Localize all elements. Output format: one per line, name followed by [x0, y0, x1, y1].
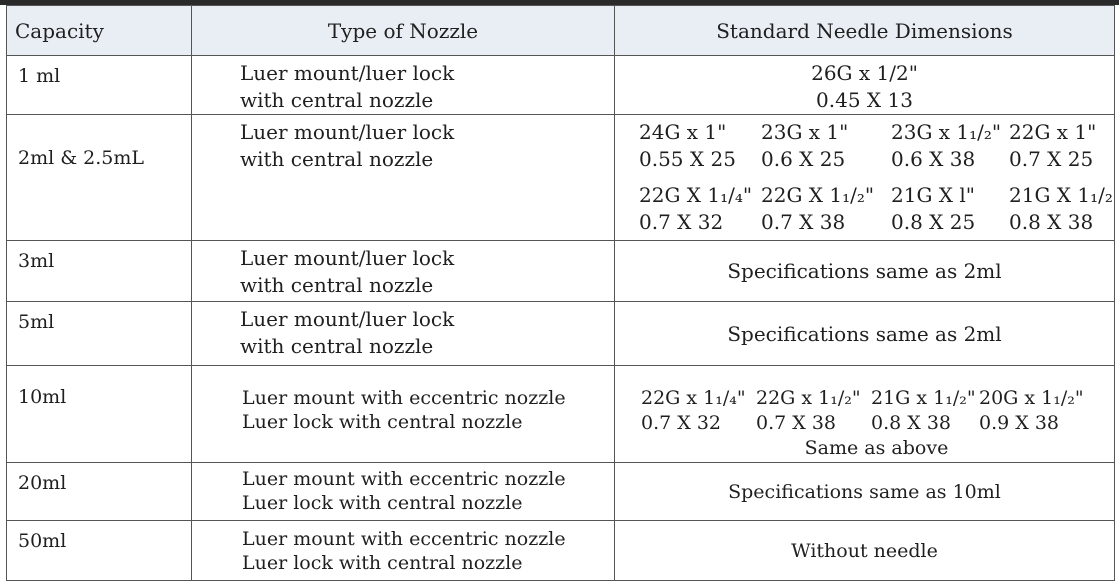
nozzle-cell [192, 56, 615, 115]
table-row [7, 463, 1115, 521]
table-row [7, 302, 1115, 366]
gauge-label: 22G X 1₁/₄" [639, 183, 753, 207]
nozzle-cell [192, 302, 615, 366]
size-label: 0.8 X 25 [891, 210, 976, 234]
dimensions-cell [615, 56, 1115, 115]
spec-cell: Specifications same as 10ml [615, 463, 1115, 521]
header-dimensions: Standard Needle Dimensions [615, 6, 1115, 56]
gauge-label: 20G x 1₁/₂" [979, 387, 1084, 409]
size-label: 0.6 X 38 [891, 147, 976, 171]
nozzle-line: Luer lock with central nozzle [242, 492, 523, 514]
capacity-cell: 50ml [7, 521, 192, 581]
spec-cell: Without needle [615, 521, 1115, 581]
needle-spec-table [6, 5, 1115, 581]
size-label: 0.8 X 38 [1009, 210, 1094, 234]
capacity-cell: 2ml & 2.5mL [7, 115, 192, 241]
nozzle-cell [192, 366, 615, 463]
same-as-above-note: Same as above [804, 437, 949, 459]
gauge-label: 23G x 1₁/₂" [891, 120, 1002, 144]
gauge-label: 22G x 1₁/₂" [756, 387, 861, 409]
table-row [7, 56, 1115, 115]
nozzle-line: Luer mount/luer lock [240, 61, 455, 85]
dimension-line: 0.45 X 13 [816, 88, 913, 112]
capacity-cell: 5ml [7, 302, 192, 366]
header-nozzle: Type of Nozzle [192, 6, 615, 56]
nozzle-cell [192, 241, 615, 302]
dimension-grid [615, 386, 1114, 436]
table-row [7, 366, 1115, 463]
nozzle-line: Luer mount/luer lock [240, 120, 455, 144]
spec-cell: Specifications same as 2ml [615, 241, 1115, 302]
gauge-label: 22G x 1₁/₄" [641, 387, 746, 409]
header-row [7, 6, 1115, 56]
table-row [7, 115, 1115, 241]
dimensions-cell [615, 366, 1115, 463]
gauge-label: 24G x 1" [639, 120, 727, 144]
size-label: 0.9 X 38 [979, 412, 1059, 434]
capacity-cell: 10ml [7, 366, 192, 463]
gauge-label: 22G X 1₁/₂" [761, 183, 875, 207]
nozzle-cell [192, 115, 615, 241]
nozzle-cell [192, 463, 615, 521]
nozzle-line: Luer lock with central nozzle [242, 411, 523, 433]
dimension-line: 26G x 1/2" [811, 61, 918, 85]
size-label: 0.7 X 32 [639, 210, 724, 234]
nozzle-line: Luer mount with eccentric nozzle [242, 387, 566, 409]
gauge-label: 21G X l" [891, 183, 975, 207]
nozzle-line: with central nozzle [240, 88, 434, 112]
size-label: 0.7 X 32 [641, 412, 721, 434]
size-label: 0.7 X 38 [756, 412, 836, 434]
nozzle-line: with central nozzle [240, 334, 434, 358]
gauge-label: 22G x 1" [1009, 120, 1097, 144]
nozzle-line: Luer mount/luer lock [240, 246, 455, 270]
table-row [7, 241, 1115, 302]
size-label: 0.7 X 38 [761, 210, 846, 234]
size-label: 0.8 X 38 [871, 412, 951, 434]
gauge-label: 21G X 1₁/₂ [1009, 183, 1113, 207]
header-capacity: Capacity [7, 6, 192, 56]
capacity-cell: 20ml [7, 463, 192, 521]
capacity-cell: 1 ml [7, 56, 192, 115]
size-label: 0.6 X 25 [761, 147, 846, 171]
capacity-cell: 3ml [7, 241, 192, 302]
nozzle-cell [192, 521, 615, 581]
table-row [7, 521, 1115, 581]
dimension-grid [615, 119, 1114, 236]
gauge-label: 21G x 1₁/₂" [871, 387, 976, 409]
nozzle-line: with central nozzle [240, 147, 434, 171]
nozzle-line: Luer mount with eccentric nozzle [242, 468, 566, 490]
nozzle-line: Luer mount/luer lock [240, 307, 455, 331]
spec-cell: Specifications same as 2ml [615, 302, 1115, 366]
gauge-label: 23G x 1" [761, 120, 849, 144]
dimensions-cell [615, 115, 1115, 241]
size-label: 0.7 X 25 [1009, 147, 1094, 171]
size-label: 0.55 X 25 [639, 147, 736, 171]
nozzle-line: with central nozzle [240, 273, 434, 297]
nozzle-line: Luer mount with eccentric nozzle [242, 528, 566, 550]
nozzle-line: Luer lock with central nozzle [242, 552, 523, 574]
